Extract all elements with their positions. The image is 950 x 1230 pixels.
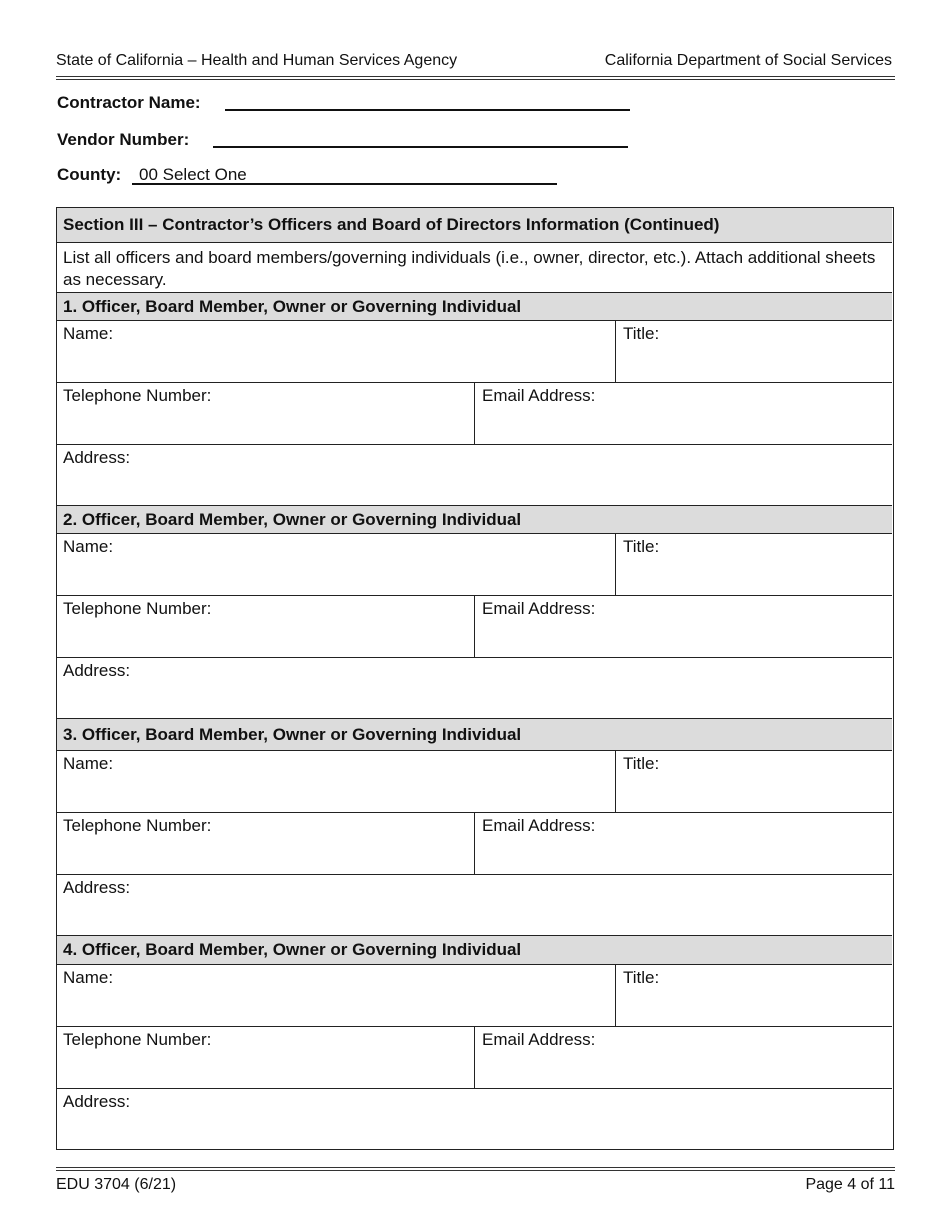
individual-2-title-field[interactable] xyxy=(616,534,892,595)
officers-table xyxy=(56,207,894,1150)
email-label: Email Address: xyxy=(482,1030,596,1049)
individual-1-title-field[interactable] xyxy=(616,321,892,382)
address-label: Address: xyxy=(63,448,131,467)
divider xyxy=(474,1027,475,1088)
contractor-name-input[interactable] xyxy=(225,109,630,111)
individual-3-telephone-field[interactable] xyxy=(57,813,475,874)
address-label: Address: xyxy=(63,661,131,680)
name-label: Name: xyxy=(63,324,114,343)
vendor-number-label: Vendor Number: xyxy=(57,130,190,149)
county-underline xyxy=(132,183,557,185)
individual-2-heading: 2. Officer, Board Member, Owner or Governing Individual xyxy=(57,505,892,534)
individual-3-title-field[interactable] xyxy=(616,751,892,812)
divider xyxy=(474,596,475,657)
individual-2-address-field[interactable] xyxy=(57,658,892,718)
individual-4-email-field[interactable] xyxy=(475,1027,892,1088)
email-label: Email Address: xyxy=(482,599,596,618)
individual-1-telephone-field[interactable] xyxy=(57,383,475,444)
title-label: Title: xyxy=(623,324,660,343)
name-label: Name: xyxy=(63,537,114,556)
individual-1-address-field[interactable] xyxy=(57,445,892,505)
section-title: Section III – Contractor’s Officers and Board of Directors Information (Continued) xyxy=(57,208,892,243)
department-name: California Department of Social Services xyxy=(604,52,892,69)
telephone-label: Telephone Number: xyxy=(63,816,212,835)
individual-4-address-field[interactable] xyxy=(57,1089,892,1148)
contractor-name-label: Contractor Name: xyxy=(57,93,201,112)
individual-4-title-field[interactable] xyxy=(616,965,892,1026)
individual-3-heading: 3. Officer, Board Member, Owner or Governing Individual xyxy=(57,718,892,751)
divider xyxy=(474,813,475,874)
divider xyxy=(615,965,616,1026)
email-label: Email Address: xyxy=(482,816,596,835)
individual-4-telephone-field[interactable] xyxy=(57,1027,475,1088)
individual-3-email-field[interactable] xyxy=(475,813,892,874)
individual-3-name-field[interactable] xyxy=(57,751,616,812)
divider xyxy=(474,383,475,444)
address-label: Address: xyxy=(63,878,131,897)
divider xyxy=(615,534,616,595)
telephone-label: Telephone Number: xyxy=(63,599,212,618)
name-label: Name: xyxy=(63,754,114,773)
title-label: Title: xyxy=(623,968,660,987)
individual-1-heading: 1. Officer, Board Member, Owner or Governing Individual xyxy=(57,292,892,321)
contractor-name-field xyxy=(57,93,201,113)
name-label: Name: xyxy=(63,968,114,987)
telephone-label: Telephone Number: xyxy=(63,386,212,405)
vendor-number-field xyxy=(57,130,189,150)
individual-1-email-field[interactable] xyxy=(475,383,892,444)
title-label: Title: xyxy=(623,537,660,556)
individual-4-name-field[interactable] xyxy=(57,965,616,1026)
divider xyxy=(615,751,616,812)
agency-name: State of California – Health and Human Services Agency xyxy=(56,52,458,69)
email-label: Email Address: xyxy=(482,386,596,405)
individual-2-name-field[interactable] xyxy=(57,534,616,595)
individual-4-heading: 4. Officer, Board Member, Owner or Governing Individual xyxy=(57,935,892,965)
footer-rule xyxy=(56,1167,895,1171)
header-rule xyxy=(56,76,895,80)
individual-2-email-field[interactable] xyxy=(475,596,892,657)
individual-3-address-field[interactable] xyxy=(57,875,892,935)
page-number: Page 4 of 11 xyxy=(805,1176,895,1193)
title-label: Title: xyxy=(623,754,660,773)
county-label: County: xyxy=(57,165,122,184)
divider xyxy=(615,321,616,382)
form-number: EDU 3704 (6/21) xyxy=(56,1176,177,1193)
vendor-number-input[interactable] xyxy=(213,146,628,148)
section-instructions: List all officers and board members/governing individuals (i.e., owner, director, etc.). Attach additional sheets as necessary. xyxy=(63,248,876,289)
county-select[interactable]: 00 Select One xyxy=(139,165,247,184)
address-label: Address: xyxy=(63,1092,131,1111)
individual-2-telephone-field[interactable] xyxy=(57,596,475,657)
telephone-label: Telephone Number: xyxy=(63,1030,212,1049)
individual-1-name-field[interactable] xyxy=(57,321,616,382)
county-field xyxy=(57,165,247,185)
